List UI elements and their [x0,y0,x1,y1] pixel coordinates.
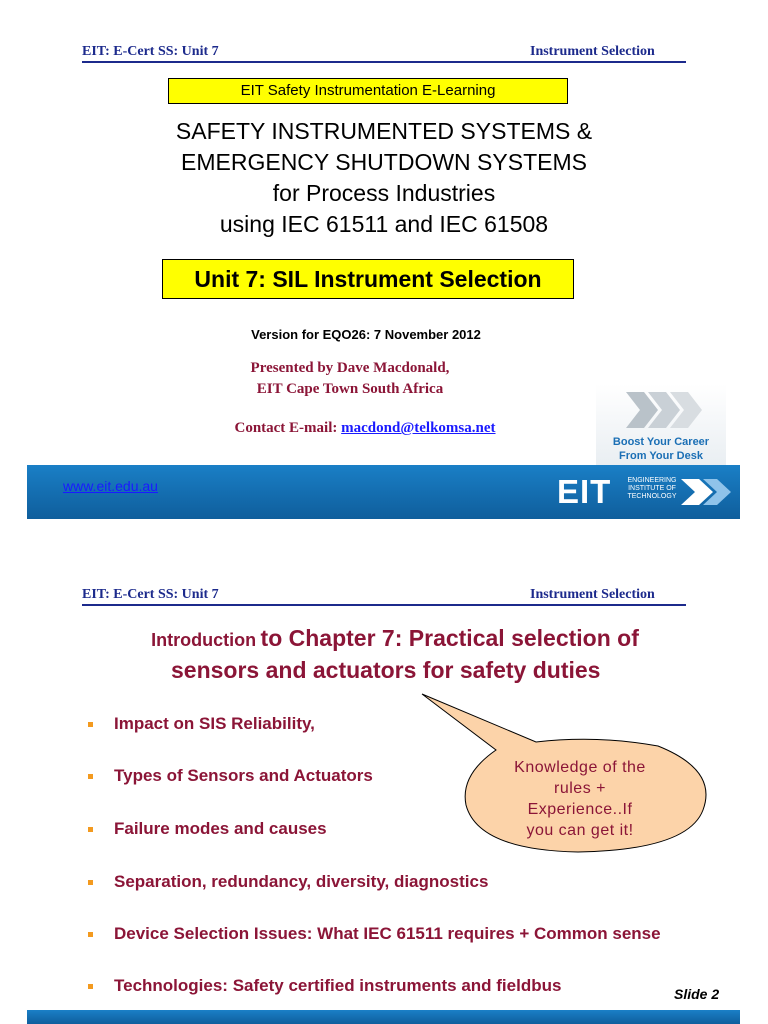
promo-line-2: From Your Desk [619,450,703,462]
logo-sub-2: INSTITUTE OF [628,485,676,492]
logo-chevron-icon [677,473,737,511]
intro-title-line-1 [0,625,768,652]
intro-title-line-2: sensors and actuators for safety duties [171,657,601,683]
bullet-square-icon [88,984,93,989]
slide2-header-rule [82,604,686,606]
slide1-header-right: Instrument Selection [530,44,655,59]
promo-badge [596,384,726,466]
eit-logo [557,473,737,511]
logo-text: EIT [557,473,612,510]
elearning-banner: EIT Safety Instrumentation E-Learning [168,78,568,104]
callout-text [480,757,680,841]
bullet-text: Device Selection Issues: What IEC 61511 requires + Common sense [114,924,661,943]
logo-sub-1: ENGINEERING [627,477,677,484]
promo-line-1: Boost Your Career [612,436,710,448]
bullet-square-icon [88,722,93,727]
chevron-arrows-icon [596,384,726,434]
bullet-item [88,924,661,944]
title-line-1: SAFETY INSTRUMENTED SYSTEMS & [175,118,593,144]
slide-number: Slide 2 [674,986,720,1002]
contact-label: Contact E-mail: [234,420,338,436]
presenter-line-2: EIT Cape Town South Africa [256,381,444,397]
slide2-header-left: EIT: E-Cert SS: Unit 7 [82,587,219,602]
slide2-header-right: Instrument Selection [530,587,655,602]
slide1-header-left: EIT: E-Cert SS: Unit 7 [82,44,219,59]
intro-prefix: Introduction [151,630,257,650]
title-line-4: using IEC 61511 and IEC 61508 [219,211,549,237]
presenter-line-1: Presented by Dave Macdonald, [250,360,450,376]
callout-line-1: Knowledge of the [514,759,646,776]
bullet-item [88,714,315,734]
bullet-item [88,872,488,892]
bullet-square-icon [88,774,93,779]
logo-sub-3: TECHNOLOGY [627,493,677,500]
slide2-footer [27,1010,740,1024]
bullet-text: Types of Sensors and Actuators [114,766,373,785]
bullet-text: Failure modes and causes [114,819,327,838]
bullet-item [88,766,373,786]
callout-line-3: Experience..If [527,801,633,818]
intro-main: to Chapter 7: Practical selection of [260,625,639,651]
slide1-footer [27,465,740,519]
bullet-text: Technologies: Safety certified instruments and fieldbus [114,976,562,995]
version-text: Version for EQO26: 7 November 2012 [251,327,481,342]
bullet-text: Impact on SIS Reliability, [114,714,315,733]
unit-title: Unit 7: SIL Instrument Selection [162,259,574,299]
bullet-square-icon [88,932,93,937]
bullet-item [88,819,327,839]
title-line-2: EMERGENCY SHUTDOWN SYSTEMS [181,149,587,175]
title-line-3: for Process Industries [272,180,496,206]
callout-line-4: you can get it! [526,822,634,839]
bullet-square-icon [88,827,93,832]
footer-url-link[interactable]: www.eit.edu.au [63,478,158,494]
bullet-text: Separation, redundancy, diversity, diagnostics [114,872,489,891]
slide1-header-rule [82,61,686,63]
bullet-square-icon [88,880,93,885]
callout-line-2: rules + [554,780,606,797]
logo-subtitle [622,477,682,501]
bullet-item [88,976,561,996]
contact-email-link[interactable]: macdond@telkomsa.net [341,420,496,436]
